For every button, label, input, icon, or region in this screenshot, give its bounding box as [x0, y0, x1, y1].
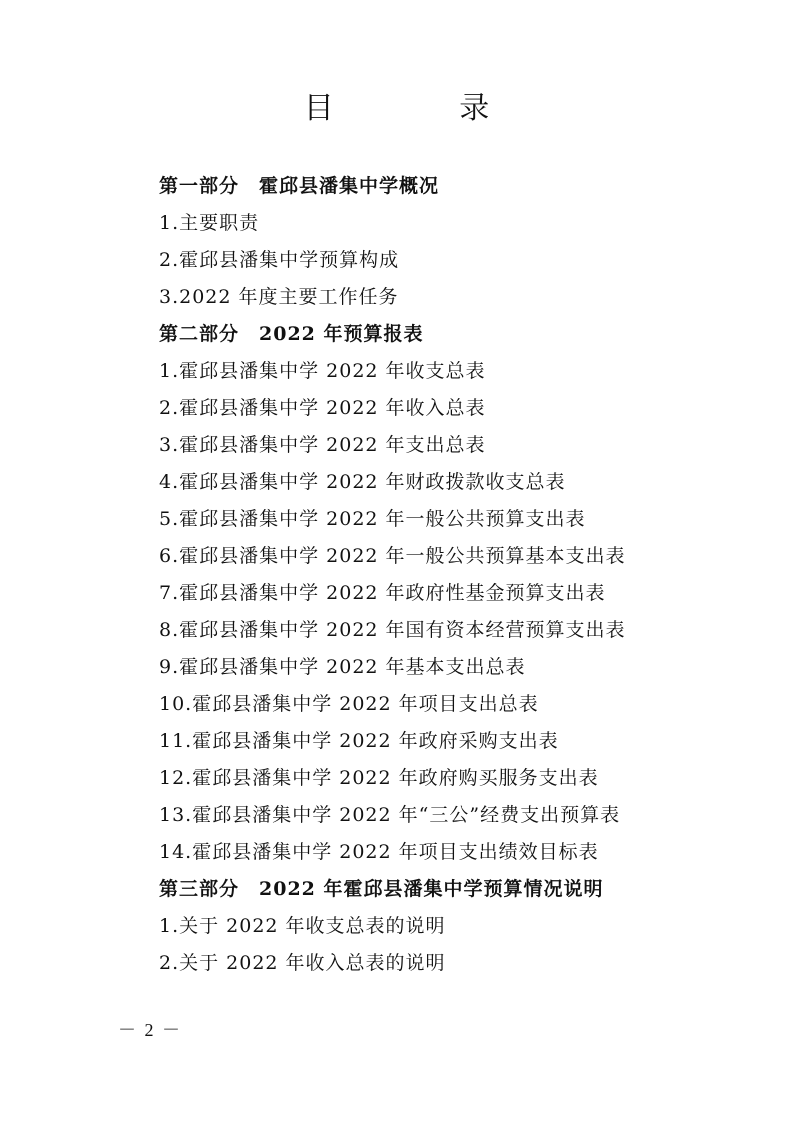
toc-item: 2.关于 2022 年收入总表的说明	[159, 952, 446, 974]
toc-item: 8.霍邱县潘集中学 2022 年国有资本经营预算支出表	[159, 619, 626, 641]
toc-item: 2.霍邱县潘集中学 2022 年收入总表	[159, 397, 486, 419]
toc-item: 1.主要职责	[159, 212, 260, 234]
page-number: － 2 －	[118, 1020, 182, 1040]
page-title: 目 录	[303, 91, 548, 126]
toc-item: 14.霍邱县潘集中学 2022 年项目支出绩效目标表	[159, 841, 599, 863]
toc-section-1: 第一部分 霍邱县潘集中学概况	[159, 175, 440, 197]
toc-item: 6.霍邱县潘集中学 2022 年一般公共预算基本支出表	[159, 545, 626, 567]
toc-item: 3.2022 年度主要工作任务	[159, 286, 399, 308]
toc-item: 3.霍邱县潘集中学 2022 年支出总表	[159, 434, 486, 456]
toc-item: 10.霍邱县潘集中学 2022 年项目支出总表	[159, 693, 539, 715]
toc-item: 9.霍邱县潘集中学 2022 年基本支出总表	[159, 656, 526, 678]
toc-item: 2.霍邱县潘集中学预算构成	[159, 249, 400, 271]
toc-item: 11.霍邱县潘集中学 2022 年政府采购支出表	[159, 730, 559, 752]
toc-item: 4.霍邱县潘集中学 2022 年财政拨款收支总表	[159, 471, 566, 493]
toc-item: 5.霍邱县潘集中学 2022 年一般公共预算支出表	[159, 508, 586, 530]
toc-item: 1.霍邱县潘集中学 2022 年收支总表	[159, 360, 486, 382]
toc-section-3: 第三部分 2022 年霍邱县潘集中学预算情况说明	[159, 878, 604, 900]
toc-item: 1.关于 2022 年收支总表的说明	[159, 915, 446, 937]
toc-section-2: 第二部分 2022 年预算报表	[159, 323, 424, 345]
table-of-contents	[159, 168, 719, 982]
toc-item: 12.霍邱县潘集中学 2022 年政府购买服务支出表	[159, 767, 599, 789]
toc-item: 7.霍邱县潘集中学 2022 年政府性基金预算支出表	[159, 582, 606, 604]
toc-item: 13.霍邱县潘集中学 2022 年“三公”经费支出预算表	[159, 804, 621, 826]
